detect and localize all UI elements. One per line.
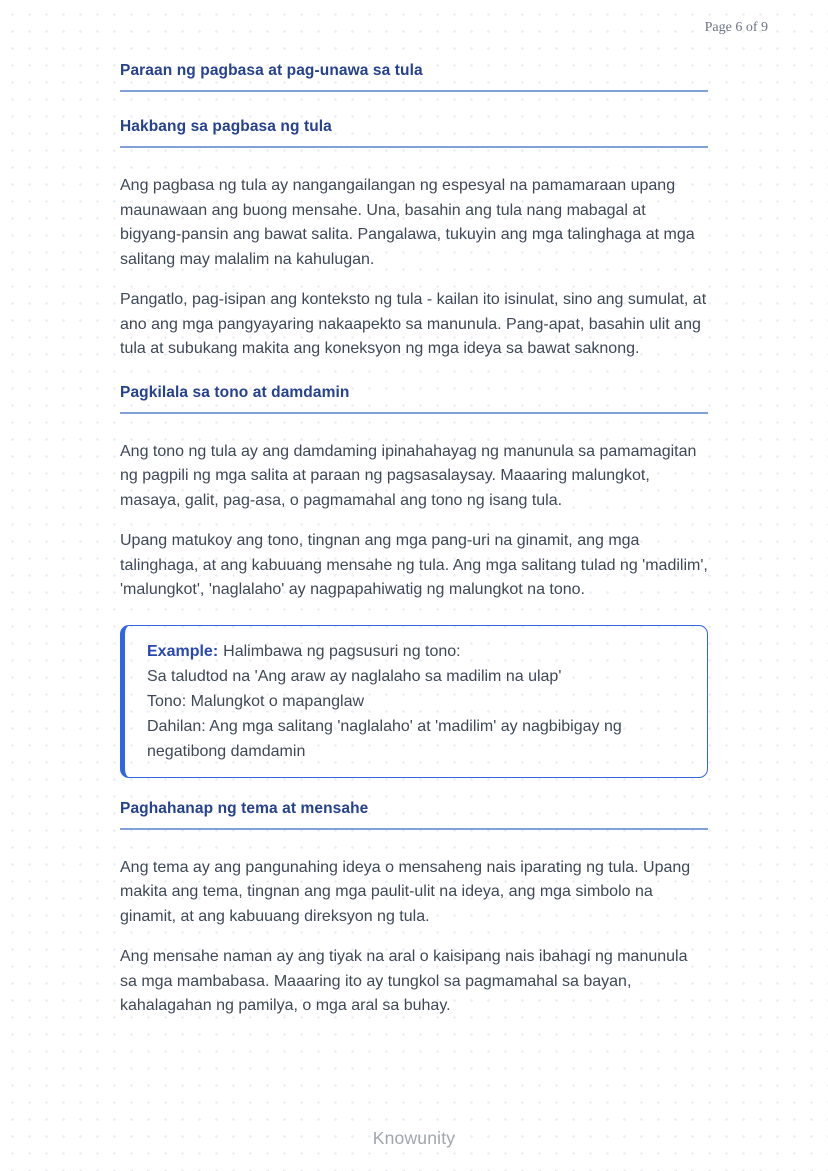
example-box-line-4: Dahilan: Ang mga salitang 'naglalaho' at 'madilim' ay nagbibigay ng negatibong damdamin [147,717,622,760]
paragraph-mensahe-definition: Ang mensahe naman ay ang tiyak na aral o kaisipang nais ibahagi ng manunula sa mga mambabasa. Maaaring ito ay tungkol sa pagmamahal sa bayan, kahalagahan ng pamilya, o mga aral sa buhay. [120,948,688,1014]
example-intro: Halimbawa ng pagsusuri ng tono: [223,642,461,660]
paragraph-tono-pagtukoy: Upang matukoy ang tono, tingnan ang mga pang-uri na ginamit, ang mga talinghaga, at ang kabuuang mensahe ng tula. Ang mga salitang tulad ng 'madilim', 'malungkot', 'naglalaho' ay nagpapahiwatig ng malungkot na tono. [120,532,708,598]
example-box-line-2: Sa taludtod na 'Ang araw ay naglalaho sa madilim na ulap' [147,667,562,685]
brand-name: Knowunity [372,1128,456,1148]
section-heading-hakbang-sa-pagbasa: Hakbang sa pagbasa ng tula [120,118,708,148]
document-content [120,0,708,1019]
section-heading-pagkilala-sa-tono: Pagkilala sa tono at damdamin [120,384,708,414]
example-box-line-1 [147,639,687,664]
paragraph-tono-definition: Ang tono ng tula ay ang damdaming ipinahahayag ng manunula sa pamamagitan ng pagpili ng mga salita at paraan ng pagsasalaysay. Maaaring malungkot, masaya, galit, pag-asa, o pagmamahal ang tono ng isang tula. [120,442,697,509]
page-number: Page 6 of 9 [704,20,768,35]
paragraph-pagbasa-intro: Ang pagbasa ng tula ay nangangailangan ng espesyal na pamamaraan upang maunawaan ang buong mensahe. Una, basahin ang tula nang mabagal at bigyang-pansin ang bawat salita. Pangalawa, tukuyin ang mga talinghaga at mga salitang may malalim na kahulugan. [120,177,695,268]
example-box [120,625,708,778]
section-heading-paraan-ng-pagbasa: Paraan ng pagbasa at pag-unawa sa tula [120,62,708,92]
section-heading-paghahanap-ng-tema: Paghahanap ng tema at mensahe [120,800,708,830]
brand-footer [0,1128,828,1149]
example-label: Example: [147,642,219,660]
example-box-line-3: Tono: Malungkot o mapanglaw [147,692,365,710]
paragraph-pagbasa-steps: Pangatlo, pag-isipan ang konteksto ng tula - kailan ito isinulat, sino ang sumulat, at ano ang mga pangyayaring nakaapekto sa manunula. Pang-apat, basahin ulit ang tula at subukang makita ang koneksyon ng mga ideya sa bawat saknong. [120,291,707,357]
paragraph-tema-definition: Ang tema ay ang pangunahing ideya o mensaheng nais iparating ng tula. Upang makita ang tema, tingnan ang mga paulit-ulit na ideya, ang mga simbolo na ginamit, at ang kabuuang direksyon ng tula. [120,858,691,925]
